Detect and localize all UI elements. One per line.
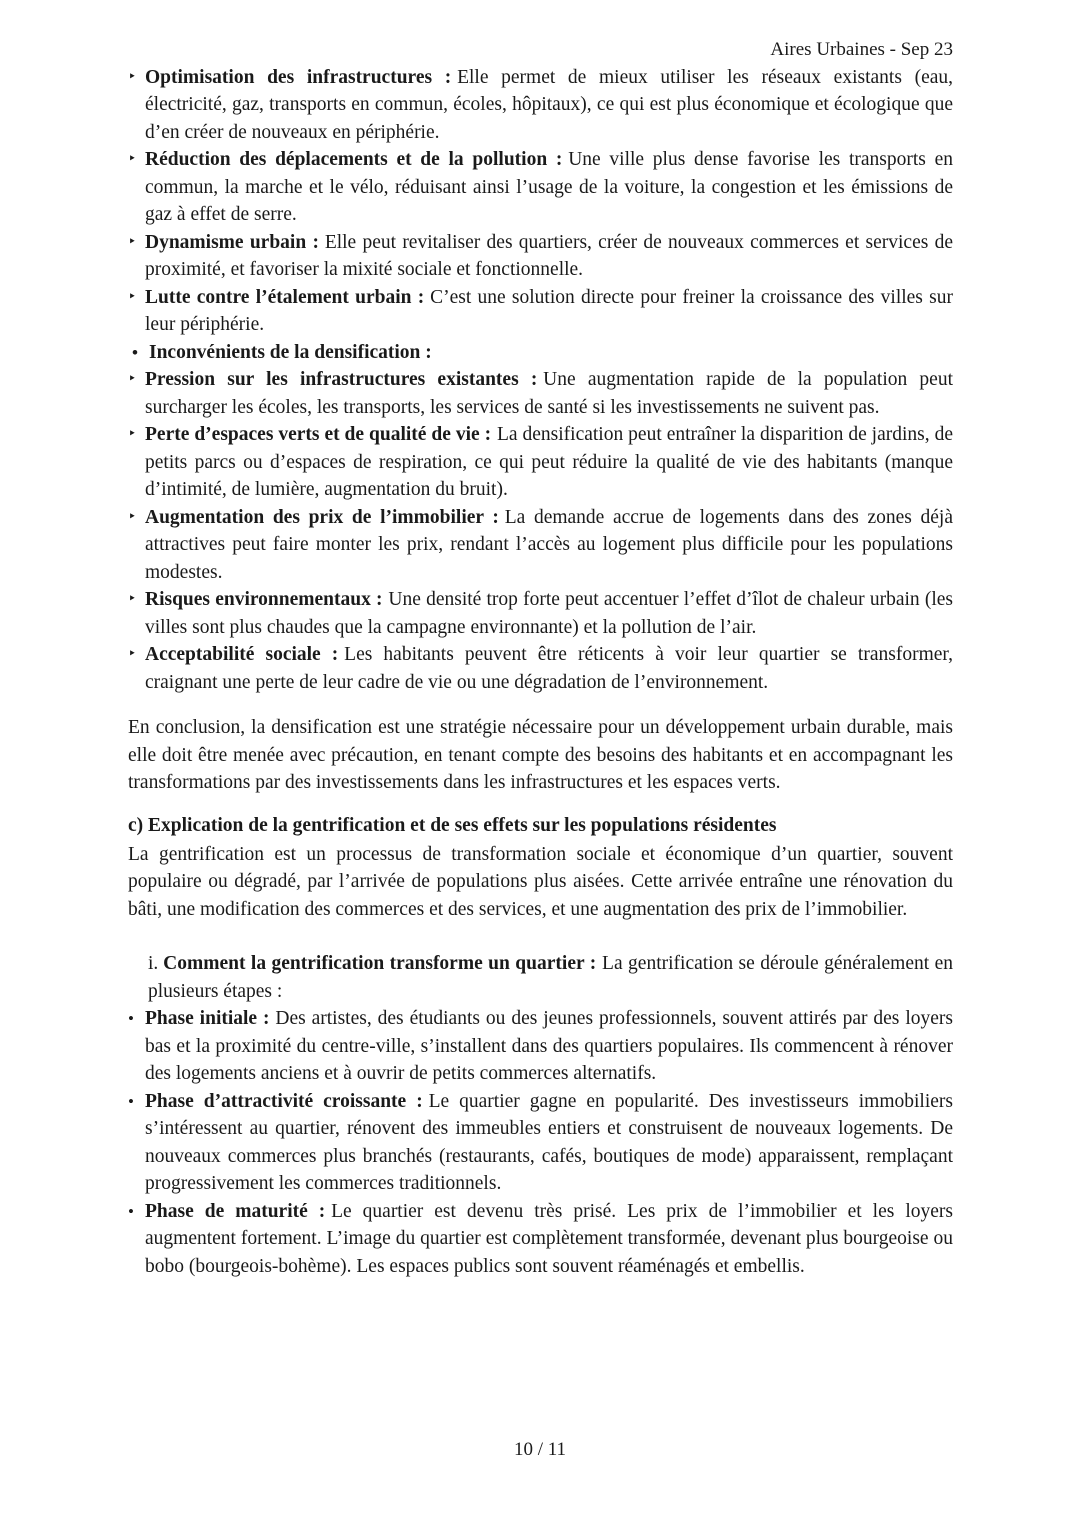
list-item-text: [145, 1088, 953, 1198]
item-body: La demande accrue de logements dans des zones déjà attractives peut faire monter les prix, rendant l’accès au logement plus difficile pour les populations modestes.: [145, 506, 954, 583]
list-item: [128, 586, 953, 641]
list-item: [128, 284, 953, 339]
list-item-text: [145, 366, 953, 421]
item-label: Optimisation des infrastructures :: [145, 66, 452, 88]
list-item: [128, 64, 953, 147]
drawbacks-list: [128, 366, 953, 696]
item-body: Le quartier gagne en popularité. Des investisseurs immobiliers s’intéressent au quartier, rénovent des immeubles entiers et construisent de nouveaux logements. De nouveaux commerces plus branchés (restaurants, cafés, boutiques de mode) apparaissent, remplaçant progressivement les commerces traditionnels.: [145, 1090, 954, 1194]
list-item: [128, 1005, 953, 1088]
bullet-triangle-icon: ‣: [128, 289, 137, 305]
bullet-dot-icon: •: [128, 1009, 134, 1028]
item-body: Une ville plus dense favorise les transports en commun, la marche et le vélo, réduisant ainsi l’usage de la voiture, la congestion et les émissions de gaz à effet de serre.: [145, 149, 953, 225]
item-body: Elle peut revitaliser des quartiers, créer de nouveaux commerces et services de proximité, et favoriser la mixité sociale et fonctionnelle.: [145, 231, 953, 280]
phases-list: [128, 1005, 953, 1280]
list-item-text: [145, 284, 953, 339]
list-item-text: [145, 504, 953, 587]
bullet-triangle-icon: ‣: [128, 509, 137, 525]
bullet-triangle-icon: ‣: [128, 234, 137, 250]
drawbacks-heading: [128, 339, 953, 367]
section-c-heading: c) Explication de la gentrification et de ses effets sur les populations résidentes: [128, 814, 777, 836]
sub-section-i-text: La gentrification se déroule généralement en plusieurs étapes :: [148, 953, 953, 1002]
list-item: [128, 504, 953, 587]
bullet-dot-icon: •: [132, 342, 138, 362]
list-item: [128, 229, 953, 284]
conclusion-paragraph: En conclusion, la densification est une stratégie nécessaire pour un développement urbain durable, mais elle doit être menée avec précaution, en tenant compte des besoins des habitants et en accompagnant les transformations par des investissements dans les infrastructures et les espaces verts.: [128, 717, 953, 793]
bullet-triangle-icon: ‣: [128, 372, 137, 387]
sub-section-i-label: Comment la gentrification transforme un quartier :: [163, 953, 597, 974]
bullet-triangle-icon: ‣: [128, 427, 137, 442]
item-label: Phase de maturité :: [145, 1200, 326, 1222]
list-item-text: [145, 641, 953, 696]
item-label: Acceptabilité sociale :: [145, 644, 339, 665]
item-body: Une augmentation rapide de la population peut surcharger les écoles, les transports, les services de santé si les investissements ne suivent pas.: [145, 369, 953, 418]
list-item-text: [145, 146, 953, 229]
gentrification-intro-paragraph: La gentrification est un processus de transformation sociale et économique d’un quartier, souvent populaire ou dégradé, par l’arrivée de populations plus aisées. Cette arrivée entraîne une rénovation du bâti, une modification des commerces et des services, et une augmentation des prix de l’immobilier.: [128, 843, 953, 920]
item-label: Phase d’attractivité croissante :: [145, 1090, 423, 1112]
list-item-text: [145, 421, 953, 504]
drawbacks-heading-text: Inconvénients de la densification :: [149, 341, 432, 363]
advantages-list: [128, 64, 953, 339]
bullet-triangle-icon: ‣: [128, 152, 137, 167]
bullet-dot-icon: •: [128, 1201, 134, 1221]
item-body: Des artistes, des étudiants ou des jeunes professionnels, souvent attirés par des loyers bas et la proximité du centre-ville, s’installent dans des quartiers populaires. Ils commencent à rénover des logements anciens et à ouvrir de petits commerces alternatifs.: [145, 1008, 953, 1084]
bullet-triangle-icon: ‣: [128, 647, 137, 662]
page-header: [128, 36, 953, 64]
item-body: Elle permet de mieux utiliser les réseaux existants (eau, électricité, gaz, transports en commun, écoles, hôpitaux), ce qui est plus économique et écologique que d’en créer de nouveaux en périphérie.: [145, 66, 953, 143]
list-item: [128, 366, 953, 421]
bullet-dot-icon: •: [128, 1091, 134, 1111]
sub-section-i: [148, 950, 953, 1005]
sub-section-i-prefix: i.: [148, 953, 159, 974]
item-body: C’est une solution directe pour freiner la croissance des villes sur leur périphérie.: [145, 286, 953, 335]
page-number: 10 / 11: [513, 1438, 567, 1460]
list-item-text: [145, 586, 953, 641]
item-body: Le quartier est devenu très prisé. Les prix de l’immobilier et les loyers augmentent fortement. L’image du quartier est complètement transformée, devenant plus bourgeoise ou bobo (bourgeois-bohème). Les espaces publics sont souvent réaménagés et embellis.: [145, 1200, 953, 1277]
item-body: La densification peut entraîner la disparition de jardins, de petits parcs ou d’espaces de respiration, ce qui peut réduire la qualité de vie des habitants (manque d’intimité, de lumière, augmentation du bruit).: [145, 424, 953, 500]
list-item: [128, 146, 953, 229]
item-label: Pression sur les infrastructures existantes :: [145, 369, 538, 390]
list-item-text: [145, 1005, 953, 1088]
list-item-text: [145, 229, 953, 284]
item-body: Une densité trop forte peut accentuer l’effet d’îlot de chaleur urbain (les villes sont plus chaudes que la campagne environnante) et la pollution de l’air.: [145, 589, 953, 638]
bullet-triangle-icon: ‣: [128, 69, 137, 85]
header-title: Aires Urbaines - Sep 23: [770, 39, 953, 60]
item-label: Risques environnementaux :: [145, 589, 383, 610]
item-label: Dynamisme urbain :: [145, 231, 319, 253]
item-body: Les habitants peuvent être réticents à voir leur quartier se transformer, craignant une perte de leur cadre de vie ou une dégradation de l’environnement.: [145, 644, 953, 693]
list-item: [128, 421, 953, 504]
item-label: Réduction des déplacements et de la pollution :: [145, 149, 563, 170]
list-item: [128, 1088, 953, 1198]
list-item-text: [145, 1198, 953, 1281]
list-item-text: [145, 64, 953, 147]
list-item: [128, 641, 953, 696]
list-item: [128, 1198, 953, 1281]
item-label: Augmentation des prix de l’immobilier :: [145, 506, 499, 528]
item-label: Phase initiale :: [145, 1008, 270, 1029]
item-label: Lutte contre l’étalement urbain :: [145, 286, 425, 308]
item-label: Perte d’espaces verts et de qualité de vie :: [145, 424, 492, 445]
bullet-triangle-icon: ‣: [128, 592, 137, 607]
